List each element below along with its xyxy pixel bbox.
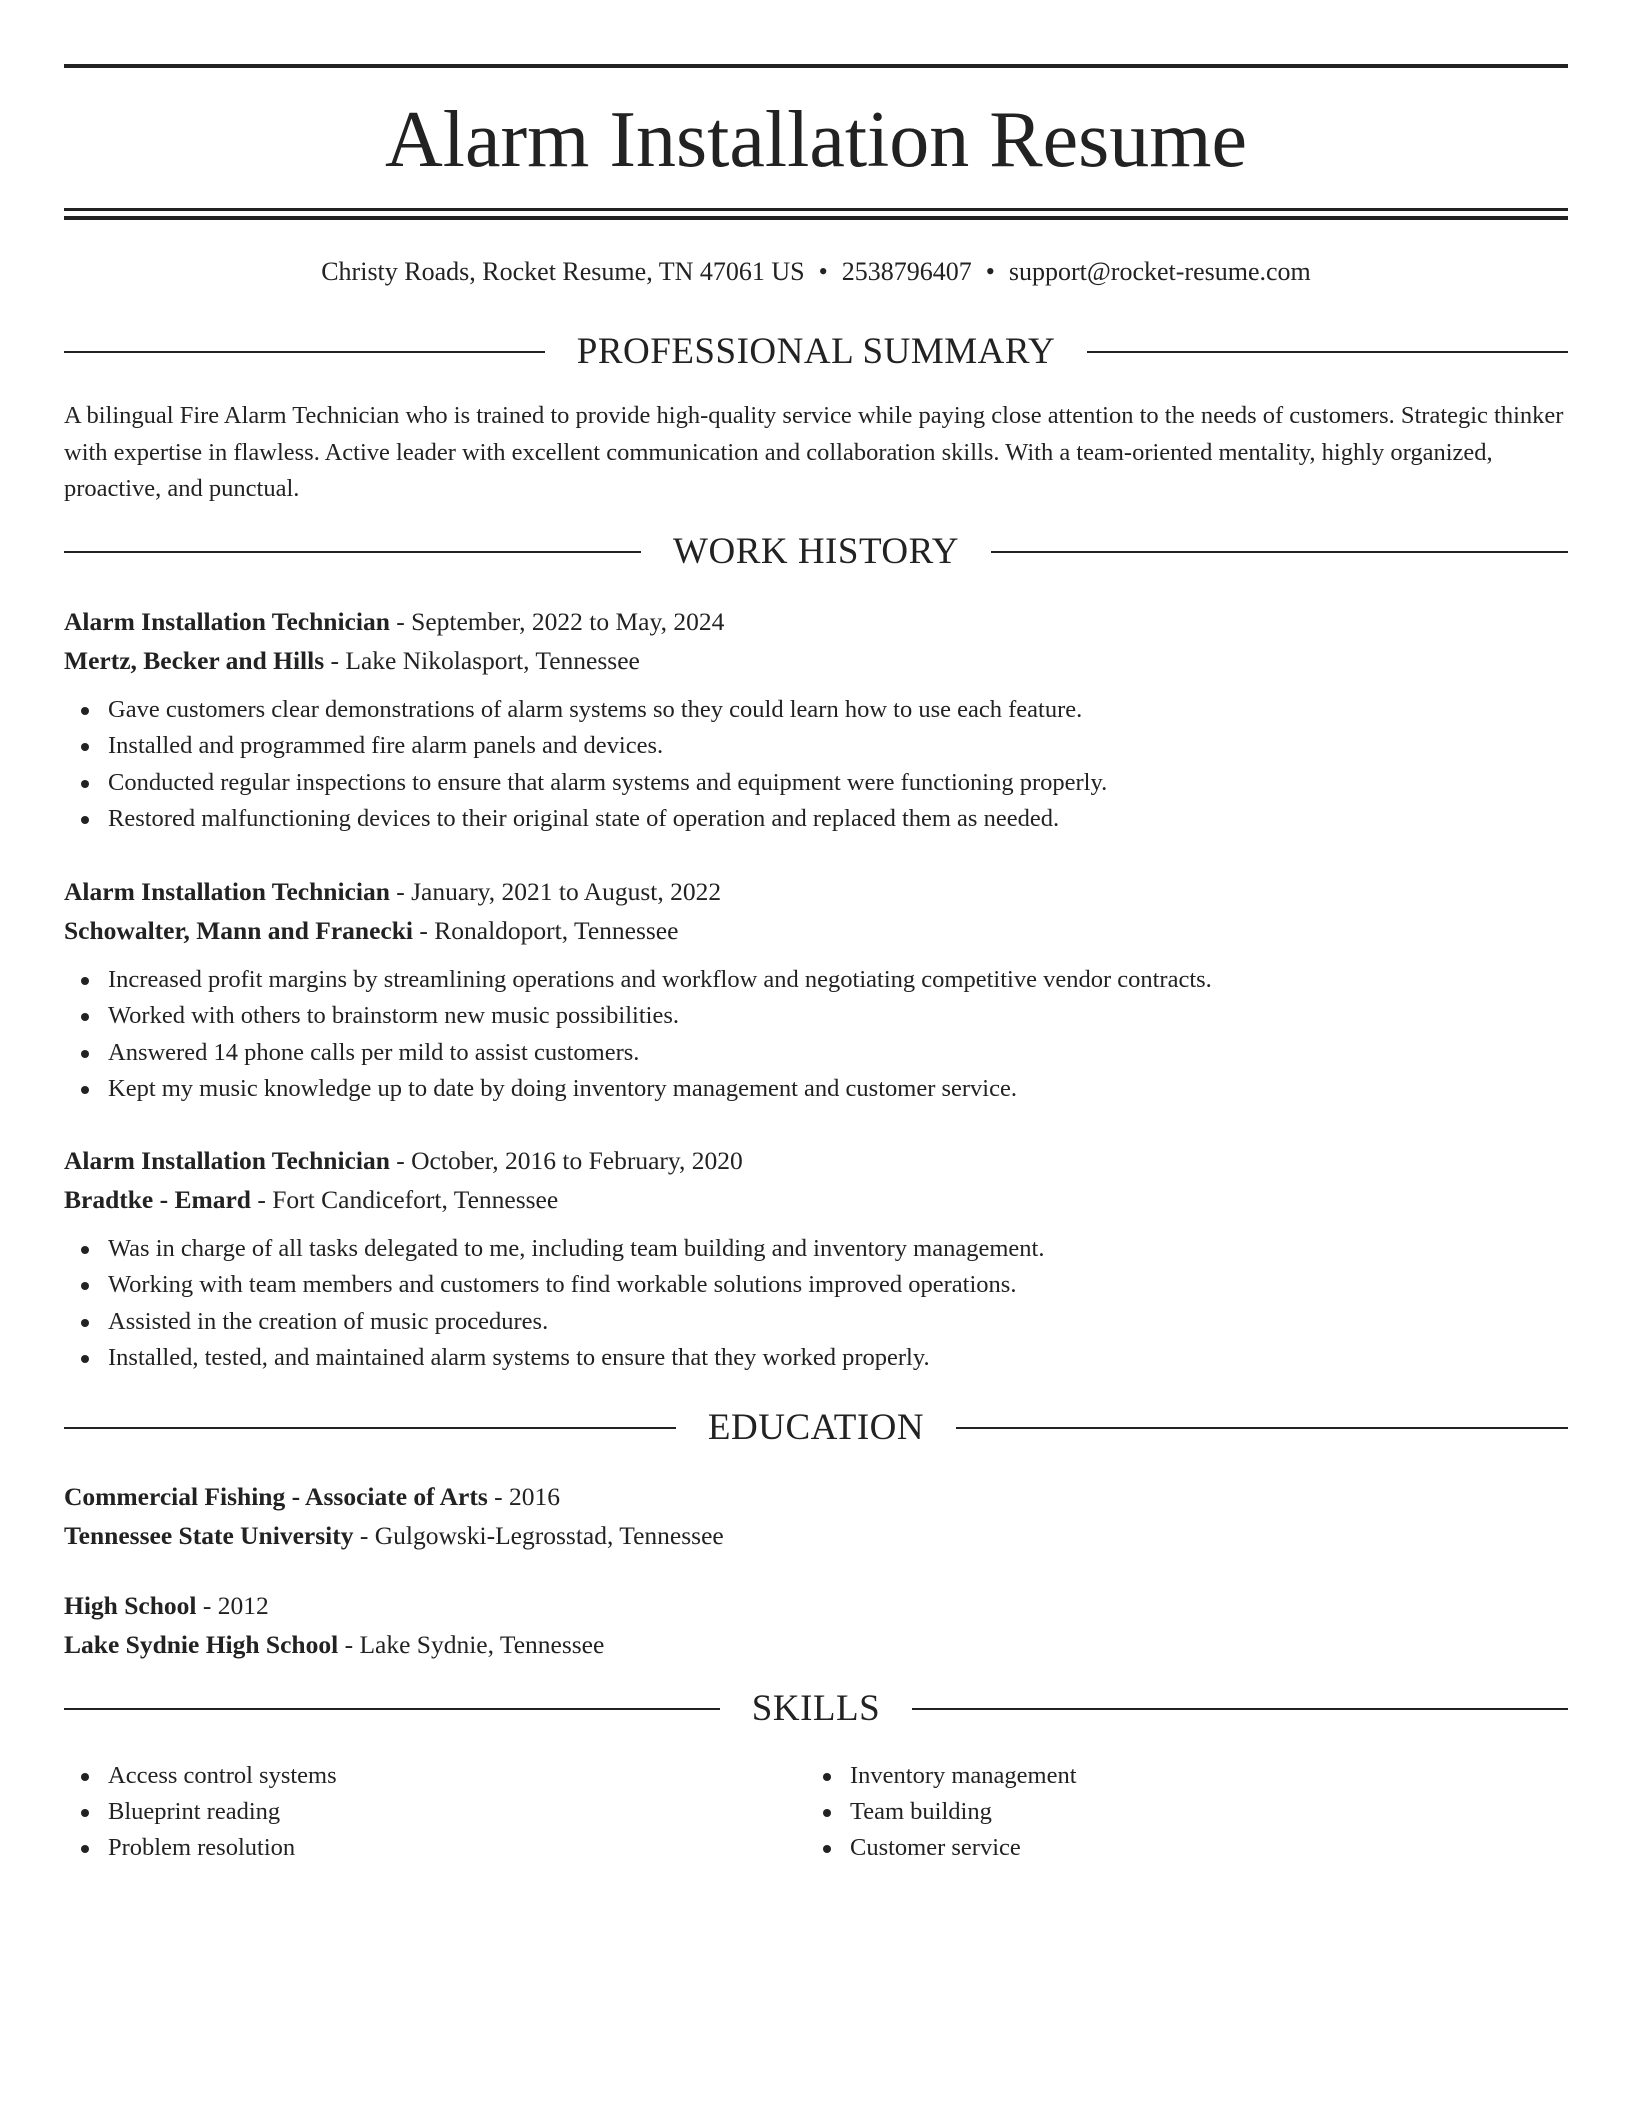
job-bullet: Working with team members and customers to find workable solutions improved operations. bbox=[64, 1267, 1568, 1303]
education-entry bbox=[64, 1586, 1568, 1664]
job-location: - Lake Nikolasport, Tennessee bbox=[324, 646, 640, 675]
job-dates: - January, 2021 to August, 2022 bbox=[389, 877, 722, 906]
education-degree-line bbox=[64, 1477, 1568, 1516]
heading-rule bbox=[64, 351, 545, 353]
job-company-line bbox=[64, 641, 1568, 680]
skill-item: Problem resolution bbox=[64, 1830, 806, 1866]
contact-separator: • bbox=[818, 257, 828, 286]
heading-rule bbox=[956, 1427, 1568, 1429]
skills-heading bbox=[64, 1687, 1568, 1731]
top-rule bbox=[64, 64, 1568, 68]
title-double-rule bbox=[64, 208, 1568, 220]
job-title-line bbox=[64, 872, 1568, 911]
job-company: Schowalter, Mann and Franecki bbox=[64, 916, 413, 945]
job-company-line bbox=[64, 911, 1568, 950]
contact-line bbox=[64, 254, 1568, 290]
job-bullet: Assisted in the creation of music procedures. bbox=[64, 1304, 1568, 1340]
job-bullets bbox=[64, 962, 1568, 1107]
education-location: - Gulgowski-Legrosstad, Tennessee bbox=[353, 1521, 724, 1550]
education-year: - 2016 bbox=[487, 1482, 561, 1511]
education-entry bbox=[64, 1477, 1568, 1555]
skill-item: Access control systems bbox=[64, 1758, 806, 1794]
job-entry bbox=[64, 602, 1568, 837]
job-title: Alarm Installation Technician bbox=[64, 607, 390, 636]
job-entry bbox=[64, 872, 1568, 1107]
skill-item: Team building bbox=[806, 1794, 1548, 1830]
job-title-line bbox=[64, 1141, 1568, 1180]
heading-rule bbox=[912, 1708, 1568, 1710]
job-bullet: Gave customers clear demonstrations of alarm systems so they could learn how to use each feature. bbox=[64, 692, 1568, 728]
contact-separator: • bbox=[985, 257, 995, 286]
job-bullet: Restored malfunctioning devices to their original state of operation and replaced them as needed. bbox=[64, 801, 1568, 837]
education-year: - 2012 bbox=[196, 1591, 269, 1620]
skills-column-left bbox=[64, 1758, 806, 1866]
job-entry bbox=[64, 1141, 1568, 1376]
education-heading bbox=[64, 1406, 1568, 1450]
job-bullet: Kept my music knowledge up to date by doing inventory management and customer service. bbox=[64, 1071, 1568, 1107]
summary-heading bbox=[64, 330, 1568, 374]
job-company: Bradtke - Emard bbox=[64, 1185, 251, 1214]
summary-text: A bilingual Fire Alarm Technician who is trained to provide high-quality service while paying close attention to the needs of customers. Strategic thinker with expertise in flawless. Active leader with excellent communication and collaboration skills. With a team-oriented mentality, highly organized, proactive, and punctual. bbox=[64, 402, 1564, 502]
education-school-line bbox=[64, 1625, 1568, 1664]
work-history-heading-label: WORK HISTORY bbox=[673, 531, 959, 572]
job-bullet: Conducted regular inspections to ensure that alarm systems and equipment were functioning properly. bbox=[64, 765, 1568, 801]
heading-rule bbox=[64, 551, 641, 553]
job-dates: - September, 2022 to May, 2024 bbox=[389, 607, 725, 636]
resume-title: Alarm Installation Resume bbox=[384, 96, 1248, 184]
education-heading-label: EDUCATION bbox=[707, 1407, 925, 1448]
job-company: Mertz, Becker and Hills bbox=[64, 646, 325, 675]
job-bullets bbox=[64, 692, 1568, 837]
skill-item: Blueprint reading bbox=[64, 1794, 806, 1830]
job-title-line bbox=[64, 602, 1568, 641]
education-school: Lake Sydnie High School bbox=[64, 1630, 339, 1659]
job-bullet: Answered 14 phone calls per mild to assist customers. bbox=[64, 1035, 1568, 1071]
education-location: - Lake Sydnie, Tennessee bbox=[338, 1630, 605, 1659]
education-school: Tennessee State University bbox=[64, 1521, 354, 1550]
skills-column-right bbox=[806, 1758, 1548, 1866]
job-bullet: Installed and programmed fire alarm panels and devices. bbox=[64, 728, 1568, 764]
work-history-heading bbox=[64, 530, 1568, 574]
job-title: Alarm Installation Technician bbox=[64, 877, 390, 906]
skills-heading-label: SKILLS bbox=[751, 1688, 881, 1729]
job-bullets bbox=[64, 1231, 1568, 1376]
heading-rule bbox=[991, 551, 1568, 553]
heading-rule bbox=[64, 1708, 720, 1710]
heading-rule bbox=[1087, 351, 1568, 353]
job-bullet: Increased profit margins by streamlining operations and workflow and negotiating competitive vendor contracts. bbox=[64, 962, 1568, 998]
job-company-line bbox=[64, 1180, 1568, 1219]
education-degree: High School bbox=[64, 1591, 197, 1620]
skills-list bbox=[64, 1758, 1568, 1866]
job-location: - Fort Candicefort, Tennessee bbox=[251, 1185, 559, 1214]
job-bullet: Was in charge of all tasks delegated to me, including team building and inventory management. bbox=[64, 1231, 1568, 1267]
education-degree-line bbox=[64, 1586, 1568, 1625]
summary-heading-label: PROFESSIONAL SUMMARY bbox=[576, 331, 1056, 372]
contact-address: Christy Roads, Rocket Resume, TN 47061 US bbox=[321, 257, 805, 286]
heading-rule bbox=[64, 1427, 676, 1429]
job-location: - Ronaldoport, Tennessee bbox=[413, 916, 679, 945]
job-dates: - October, 2016 to February, 2020 bbox=[389, 1146, 743, 1175]
skill-item: Inventory management bbox=[806, 1758, 1548, 1794]
job-bullet: Installed, tested, and maintained alarm systems to ensure that they worked properly. bbox=[64, 1340, 1568, 1376]
job-title: Alarm Installation Technician bbox=[64, 1146, 390, 1175]
education-school-line bbox=[64, 1516, 1568, 1555]
skill-item: Customer service bbox=[806, 1830, 1548, 1866]
job-bullet: Worked with others to brainstorm new music possibilities. bbox=[64, 998, 1568, 1034]
education-degree: Commercial Fishing - Associate of Arts bbox=[64, 1482, 488, 1511]
contact-email: support@rocket-resume.com bbox=[1008, 257, 1311, 286]
contact-phone: 2538796407 bbox=[841, 257, 972, 286]
